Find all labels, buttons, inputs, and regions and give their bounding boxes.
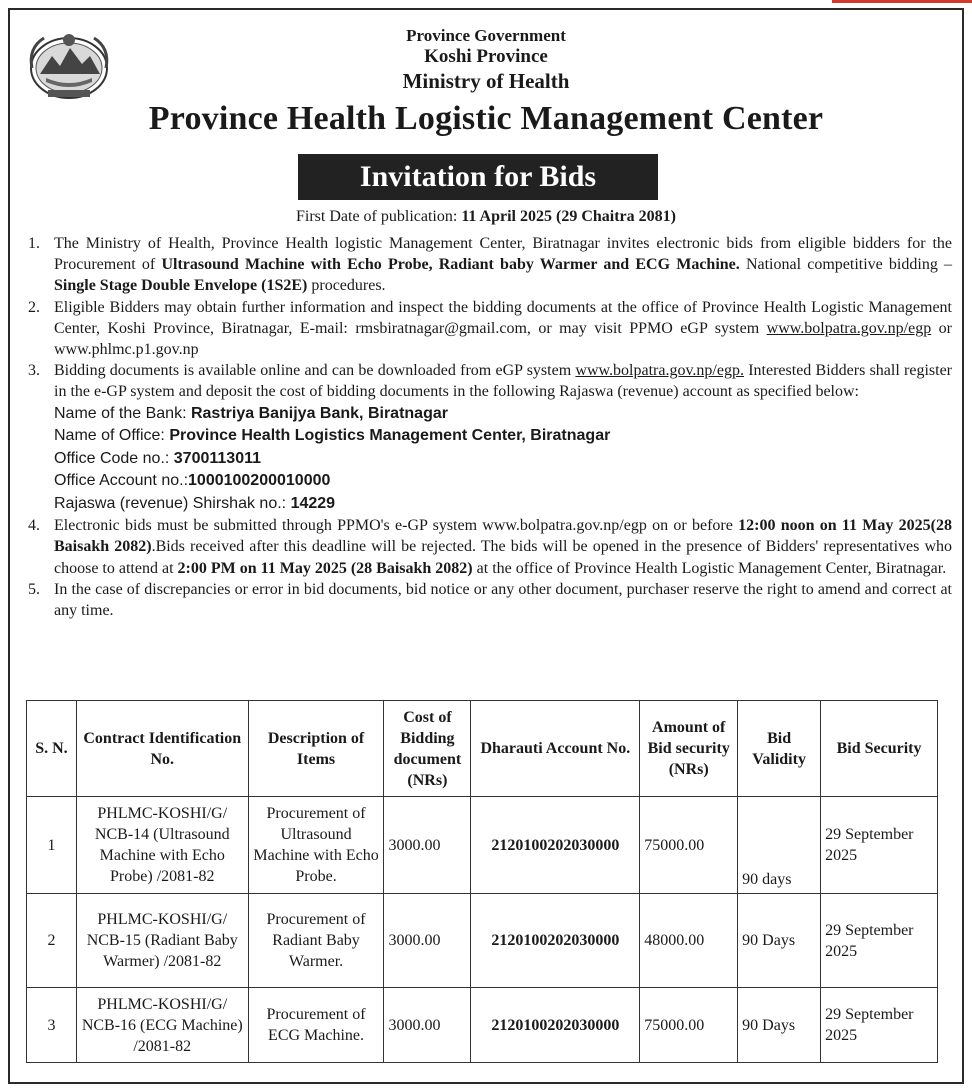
cell-validity: 90 days: [738, 797, 821, 894]
publication-date-label: First Date of publication:: [296, 208, 458, 225]
bank-name-value: Rastriya Banijya Bank, Biratnagar: [190, 404, 448, 422]
cell-sn: 2: [27, 894, 77, 988]
rajaswa-value: 14229: [290, 494, 336, 512]
bids-table: [26, 700, 938, 1063]
egp-link[interactable]: www.bolpatra.gov.np/egp.: [575, 362, 744, 380]
rajaswa-row: [54, 493, 952, 516]
cell-contract: PHLMC-KOSHI/G/ NCB-14 (Ultrasound Machine with Echo Probe) /2081-82: [76, 797, 248, 894]
bank-name-row: [54, 403, 952, 426]
header-validity: Bid Validity: [738, 701, 821, 797]
notice-items: [24, 233, 952, 621]
cell-security: 29 September 2025: [821, 988, 938, 1063]
header-security: Bid Security: [821, 701, 938, 797]
cell-amount: 48000.00: [640, 894, 738, 988]
cell-account: 2120100202030000: [471, 797, 640, 894]
item-text: Eligible Bidders may obtain further information and inspect the bidding documents at the office of Province Health Logistic Management Center, Koshi Province, Biratnagar, E-mail: rmsbiratnagar@gmail.com, or may visit PPMO eGP system: [54, 298, 952, 337]
cell-account: 2120100202030000: [471, 988, 640, 1063]
cell-validity: 90 Days: [738, 894, 821, 988]
publication-date-value: 11 April 2025 (29 Chaitra 2081): [457, 208, 676, 225]
header-contract: Contract Identification No.: [76, 701, 248, 797]
notice-item-5: [24, 579, 952, 621]
table-row: [27, 894, 938, 988]
cell-security: 29 September 2025: [821, 894, 938, 988]
office-name-label: Name of Office:: [54, 427, 170, 445]
cell-amount: 75000.00: [640, 797, 738, 894]
cell-cost: 3000.00: [384, 797, 471, 894]
province-heading: Koshi Province: [424, 46, 548, 67]
publication-date: [0, 208, 972, 226]
office-code-label: Office Code no.:: [54, 449, 174, 467]
center-title: Province Health Logistic Management Center: [148, 100, 824, 137]
office-account-row: [54, 470, 952, 493]
office-code-row: [54, 448, 952, 471]
cell-description: Procurement of Radiant Baby Warmer.: [248, 894, 384, 988]
item-text: Bidding documents is available online and can be downloaded from eGP system: [54, 362, 576, 380]
bank-details: [24, 403, 952, 516]
item-number: 5.: [28, 580, 40, 598]
office-name-value: Province Health Logistics Management Center, Biratnagar: [169, 427, 611, 445]
office-account-value: 1000100200010000: [188, 472, 331, 490]
item-text: .Bids received after this deadline will be rejected. The bids will be opened in the presence of Bidders' representatives who choose to attend at: [54, 538, 952, 577]
egp-link[interactable]: www.bolpatra.gov.np/egp: [766, 319, 932, 337]
header-account: Dharauti Account No.: [471, 701, 640, 797]
item-number: 2.: [28, 298, 40, 316]
item-text: procedures.: [307, 277, 386, 295]
item-text: at the office of Province Health Logistic Management Center, Biratnagar.: [472, 559, 947, 577]
cell-cost: 3000.00: [384, 988, 471, 1063]
notice-item-2: [24, 297, 952, 361]
government-heading: Province Government: [406, 26, 566, 45]
notice-item-4: [24, 515, 952, 579]
item-bold-text: Single Stage Double Envelope (1S2E): [54, 277, 308, 295]
item-text: Interested Bidders shall register in the e-GP system and deposit the cost of bidding documents in the following Rajaswa (revenue) account as specified below:: [54, 362, 953, 401]
table-row: [27, 797, 938, 894]
ministry-heading: Ministry of Health: [402, 69, 570, 93]
notice-item-1: [24, 233, 952, 297]
cell-amount: 75000.00: [640, 988, 738, 1063]
item-number: 4.: [28, 517, 40, 535]
item-text: In the case of discrepancies or error in bid documents, bid notice or any other document, purchaser reserve the right to amend and correct at any time.: [54, 580, 952, 619]
office-account-label: Office Account no.:: [54, 472, 189, 490]
rajaswa-label: Rajaswa (revenue) Shirshak no.:: [54, 494, 291, 512]
item-number: 1.: [28, 235, 40, 252]
cell-contract: PHLMC-KOSHI/G/ NCB-15 (Radiant Baby Warmer) /2081-82: [76, 894, 248, 988]
table-header-row: [27, 701, 938, 797]
item-number: 3.: [28, 362, 40, 380]
item-text: or www.phlmc.p1.gov.np: [54, 319, 953, 359]
top-accent-bar: [832, 0, 972, 3]
cell-cost: 3000.00: [384, 894, 471, 988]
item-text: Electronic bids must be submitted through PPMO's e-GP system www.bolpatra.gov.np/egp on or before: [54, 517, 739, 535]
cell-description: Procurement of ECG Machine.: [248, 988, 384, 1063]
cell-description: Procurement of Ultrasound Machine with Echo Probe.: [248, 797, 384, 894]
cell-account: 2120100202030000: [471, 894, 640, 988]
cell-sn: 1: [27, 797, 77, 894]
cell-contract: PHLMC-KOSHI/G/ NCB-16 (ECG Machine) /2081-82: [76, 988, 248, 1063]
item-bold-text: 2:00 PM on 11 May 2025 (28 Baisakh 2082): [177, 559, 473, 577]
header-cost: Cost of Bidding document (NRs): [384, 701, 471, 797]
cell-security: 29 September 2025: [821, 797, 938, 894]
office-name-row: [54, 425, 952, 448]
header-amount: Amount of Bid security (NRs): [640, 701, 738, 797]
office-code-value: 3700113011: [173, 449, 261, 467]
item-bold-text: 12:00 noon on 11 May 2025(28 Baisakh 2082): [54, 517, 952, 556]
header-sn: S. N.: [27, 701, 77, 797]
item-bold-text: Ultrasound Machine with Echo Probe, Radiant baby Warmer and ECG Machine.: [161, 256, 740, 274]
table-row: [27, 988, 938, 1063]
cell-validity: 90 Days: [738, 988, 821, 1063]
item-text: The Ministry of Health, Province Health logistic Management Center, Biratnagar invites electronic bids from eligible bidders for the Procurement of: [54, 235, 952, 274]
invitation-banner: Invitation for Bids: [298, 154, 658, 200]
bank-name-label: Name of the Bank:: [54, 404, 191, 422]
item-text: National competitive bidding –: [739, 256, 953, 274]
notice-item-3: [24, 360, 952, 402]
header-description: Description of Items: [248, 701, 384, 797]
cell-sn: 3: [27, 988, 77, 1063]
